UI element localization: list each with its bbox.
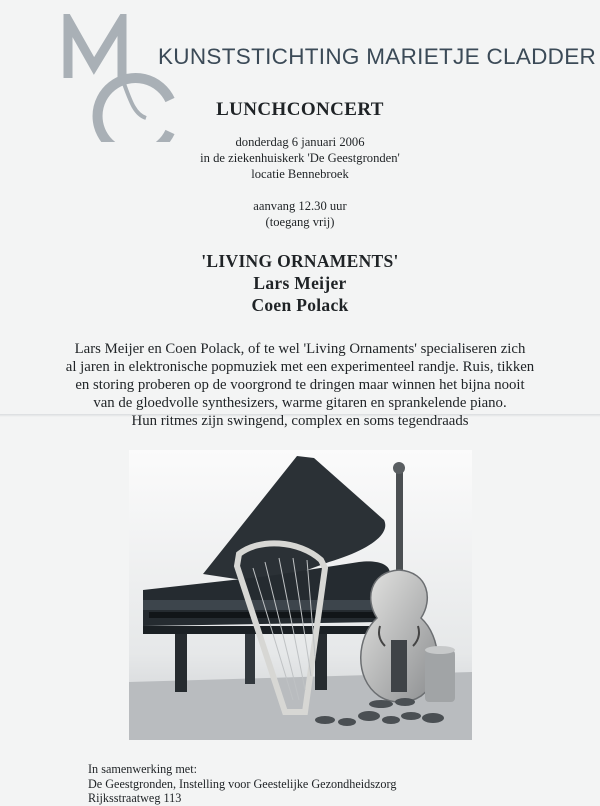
event-start-time: aanvang 12.30 uur — [253, 199, 347, 213]
band-description — [60, 340, 540, 430]
band-block — [0, 250, 600, 316]
description-line: Hun ritmes zijn swingend, complex en soms tegendraads — [131, 413, 469, 429]
event-admission: (toegang vrij) — [265, 215, 335, 229]
description-line: en storing proberen op de voorgrond te dringen maar winnen het bijna nooit — [75, 377, 525, 393]
event-details — [0, 134, 600, 182]
description-line: van de gloedvolle synthesizers, warme gitaren en sprankelende piano. — [93, 395, 507, 411]
band-name: 'LIVING ORNAMENTS' — [201, 251, 399, 271]
footer-line: In samenwerking met: — [88, 762, 197, 776]
event-title: LUNCHCONCERT — [216, 99, 384, 120]
band-member: Lars Meijer — [253, 273, 347, 293]
mc-logo — [60, 14, 184, 142]
event-date: donderdag 6 januari 2006 — [235, 135, 365, 149]
instruments-photo — [129, 450, 472, 740]
description-line: Lars Meijer en Coen Polack, of te wel 'Living Ornaments' specialiseren zich — [74, 341, 526, 357]
event-time-details — [0, 198, 600, 230]
description-line: al jaren in elektronische popmuziek met een experimenteel randje. Ruis, tikken — [65, 359, 535, 375]
footer-line: Rijksstraatweg 113 — [88, 791, 182, 805]
organization-name: KUNSTSTICHTING MARIETJE CLADDER — [158, 44, 597, 69]
footer-line: De Geestgronden, Instelling voor Geestelijke Gezondheidszorg — [88, 776, 397, 791]
event-venue: in de ziekenhuiskerk 'De Geestgronden' — [200, 151, 400, 165]
footer-credits — [88, 762, 396, 806]
event-location: locatie Bennebroek — [251, 167, 349, 181]
band-member: Coen Polack — [251, 295, 349, 315]
